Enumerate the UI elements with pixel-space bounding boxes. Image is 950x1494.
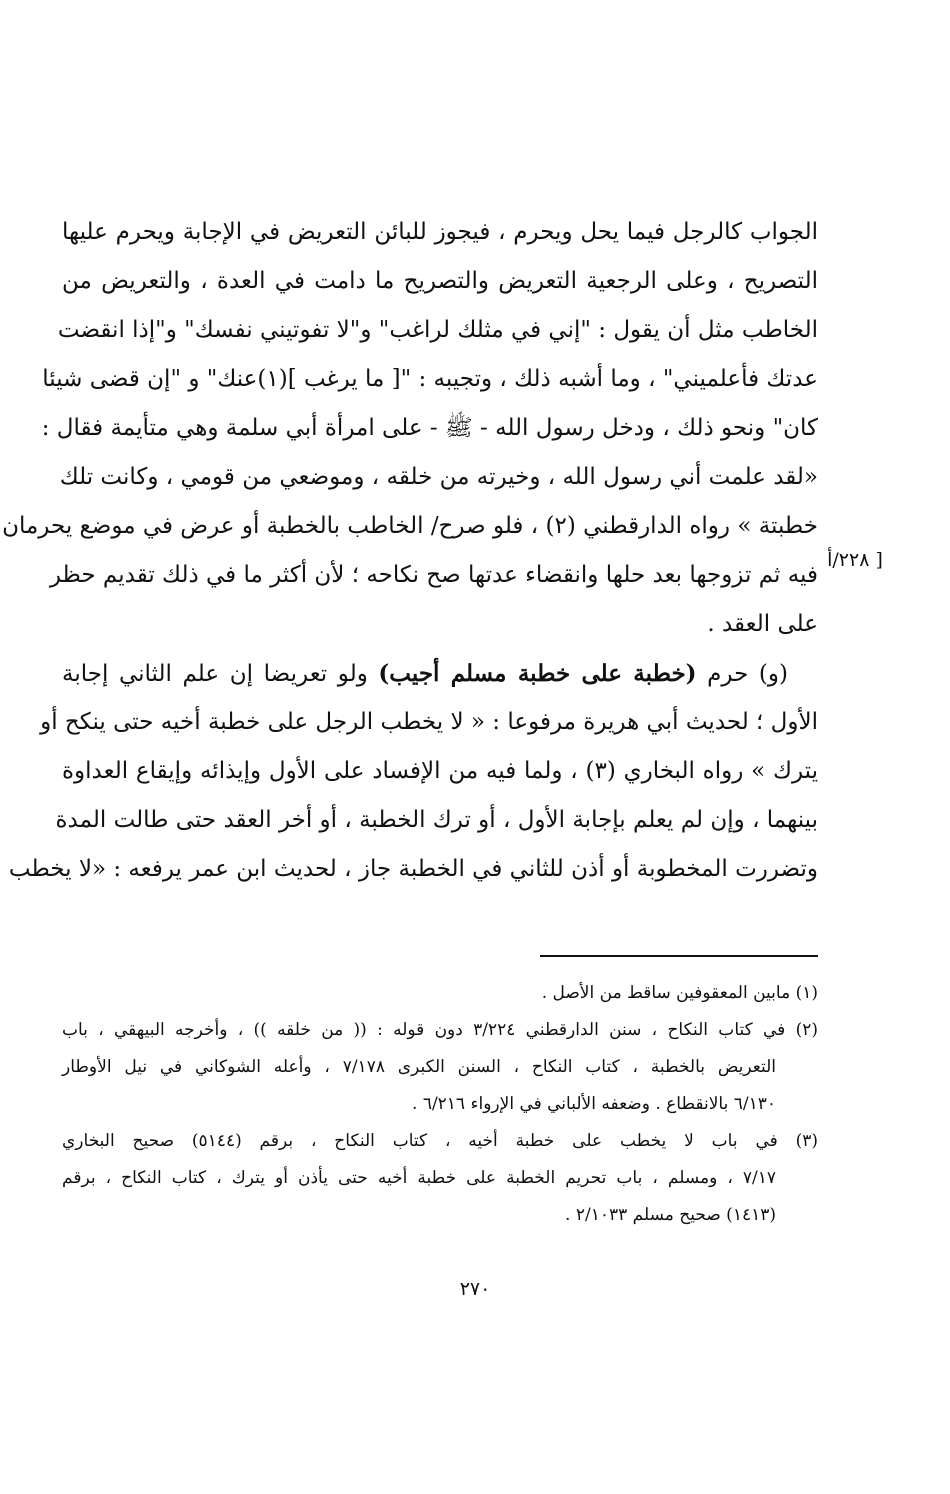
manuscript-folio-marker: [ ٢٢٨/أ [827, 549, 883, 571]
footnote-3-line: (١٤١٣) صحيح مسلم ٢/١٠٣٣ . [565, 1205, 776, 1225]
text-line: وتضررت المخطوبة أو أذن للثاني في الخطبة جاز ، لحديث ابن عمر يرفعه : «لا يخطب [8, 856, 818, 882]
text-line: الخاطب مثل أن يقول : "إني في مثلك لراغب" و"لا تفوتيني نفسك" و"إذا انقضت [57, 317, 818, 343]
heading-suffix: ولو تعريضا إن علم الثاني إجابة [62, 661, 379, 687]
text-line: بينهما ، وإن لم يعلم بإجابة الأول ، أو ترك الخطبة ، أو أخر العقد حتى طالت المدة [55, 807, 818, 833]
footnote-2-line: التعريض بالخطبة ، كتاب النكاح ، السنن الكبرى ٧/١٧٨ ، وأعله الشوكاني في نيل الأوطار [62, 1057, 776, 1077]
footnote-2-line: ٦/١٣٠ بالانقطاع . وضعفه الألباني في الإرواء ٦/٢١٦ . [412, 1094, 776, 1114]
text-line: يترك » رواه البخاري (٣) ، ولما فيه من الإفساد على الأول وإيذائه وإيقاع العداوة [62, 758, 818, 784]
footnote-3-line: (٣) في باب لا يخطب على خطبة أخيه ، كتاب النكاح ، برقم (٥١٤٤) صحيح البخاري [62, 1131, 818, 1151]
text-line: عدتك فأعلميني" ، وما أشبه ذلك ، وتجيبه : "[ ما يرغب ](١)عنك" و "إن قضى شيئا [42, 366, 818, 392]
paragraph-heading-line [62, 649, 818, 698]
footnote-separator [540, 955, 818, 957]
text-line: الجواب كالرجل فيما يحل ويحرم ، فيجوز للبائن التعريض في الإجابة ويحرم عليها [62, 219, 818, 245]
text-line: «لقد علمت أني رسول الله ، وخيرته من خلقه ، وموضعي من قومي ، وكانت تلك [59, 464, 818, 490]
footnote-3-line: ٧/١٧ ، ومسلم ، باب تحريم الخطبة على خطبة أخيه حتى يأذن أو يترك ، كتاب النكاح ، برقم [62, 1168, 776, 1188]
text-line: التصريح ، وعلى الرجعية التعريض والتصريح ما دامت في العدة ، والتعريض من [62, 268, 818, 294]
main-text [2, 208, 818, 894]
text-line: على العقد . [707, 611, 818, 637]
heading-prefix: (و) حرم [696, 661, 788, 687]
text-line: كان" ونحو ذلك ، ودخل رسول الله - ﷺ - على امرأة أبي سلمة وهي متأيمة فقال : [41, 415, 818, 441]
footnote-2-line: (٢) في كتاب النكاح ، سنن الدارقطني ٣/٢٢٤ دون قوله : (( من خلقه )) ، وأخرجه البيهقي ، باب [62, 1020, 818, 1040]
footnotes [62, 975, 818, 1234]
bold-matn-phrase: (خطبة على خطبة مسلم أجيب) [378, 660, 697, 687]
footnote-1: (١) مابين المعقوفين ساقط من الأصل . [541, 983, 818, 1003]
text-line: الأول ؛ لحديث أبي هريرة مرفوعا : « لا يخطب الرجل على خطبة أخيه حتى ينكح أو [40, 709, 818, 735]
page-number: ٢٧٠ [459, 1278, 491, 1300]
text-line: فيه ثم تزوجها بعد حلها وانقضاء عدتها صح نكاحه ؛ لأن أكثر ما في ذلك تقديم حظر [49, 562, 818, 588]
text-line: خطبتة » رواه الدارقطني (٢) ، فلو صرح/ الخاطب بالخطبة أو عرض في موضع يحرمان [2, 513, 818, 539]
